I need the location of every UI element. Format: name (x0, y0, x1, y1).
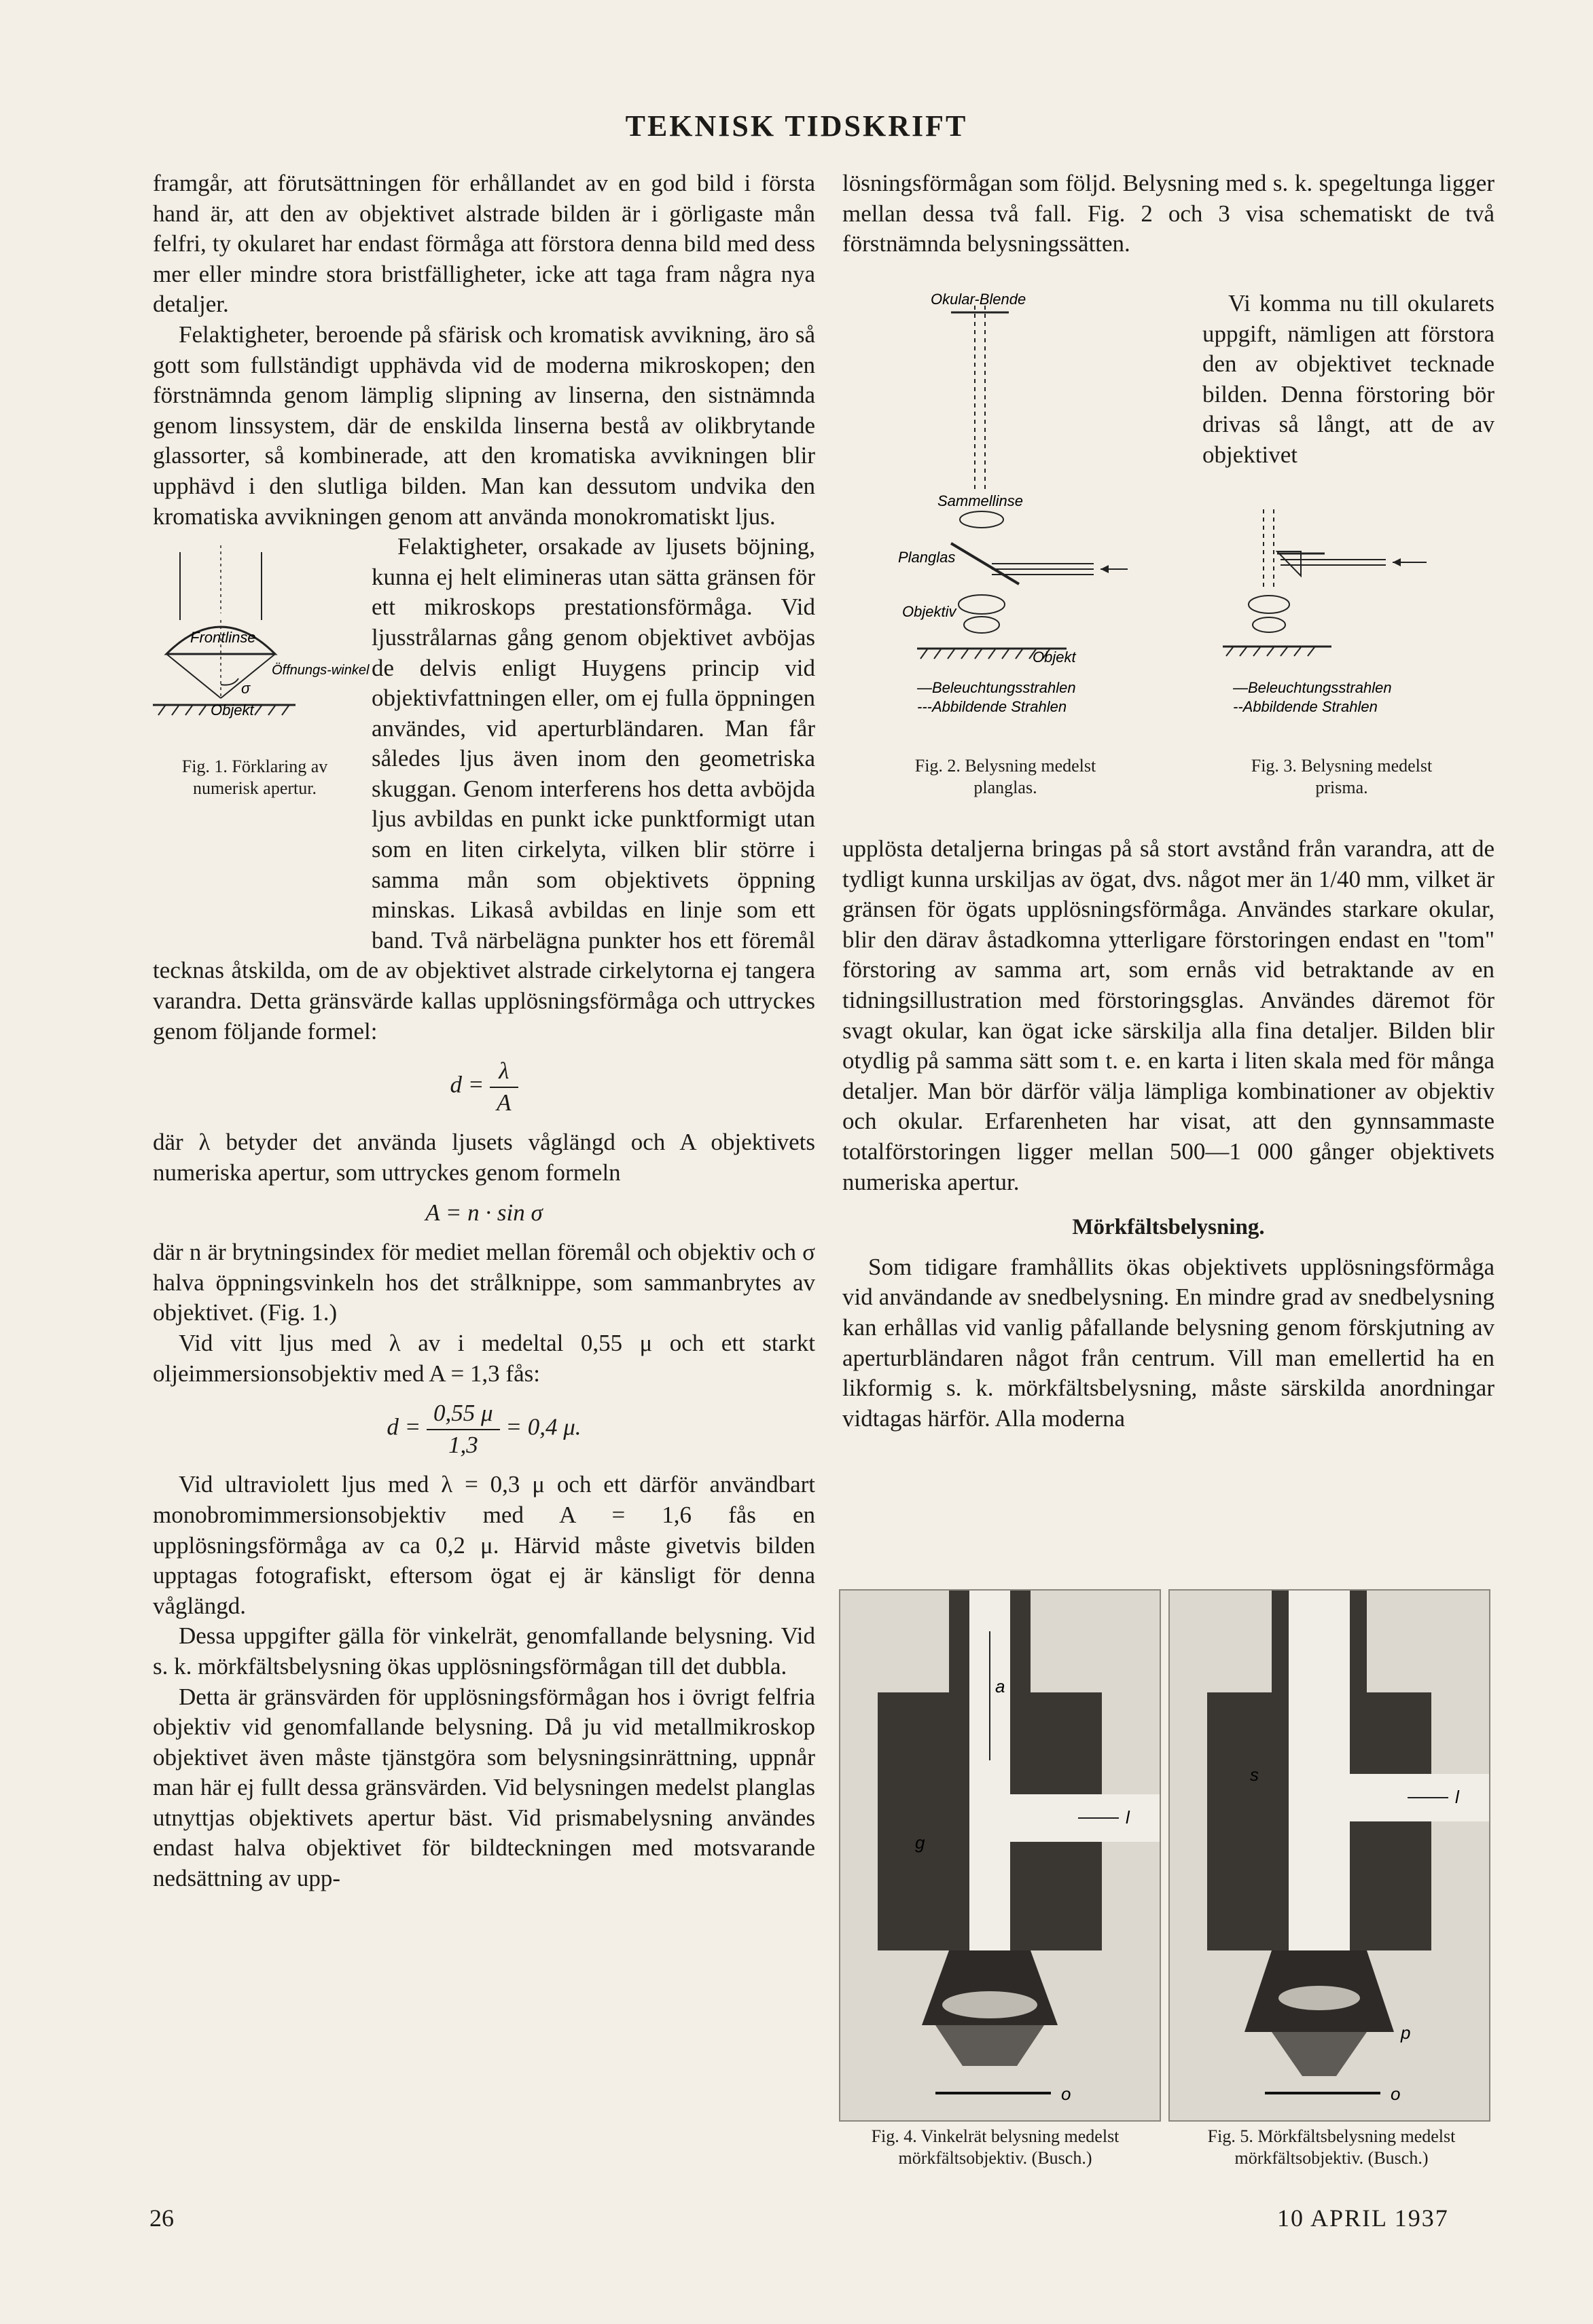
fig5-label-p: p (1401, 2022, 1411, 2043)
figure-5-photo (1168, 1589, 1490, 2122)
page-number: 26 (149, 2204, 174, 2232)
fig5-label-o: o (1391, 2084, 1401, 2104)
formula-numerator: 0,55 μ (427, 1398, 500, 1430)
paragraph: framgår, att förutsättningen för erhållandet av en god bild i första hand är, att den av objektivet alstrade bilden är i görligaste mån felfri, ty okularet har endast förmåga att förstora denna bild med dess mer eller mindre stora bristfälligheter, icke att taga fram några nya detaljer. (153, 170, 815, 318)
fig3-caption: Fig. 3. Belysning medelst prisma. (1251, 756, 1433, 797)
figure-4-photo (839, 1589, 1161, 2122)
fig4-label-a: a (995, 1676, 1005, 1696)
fig3-legend-image: --Abbildende Strahlen (1233, 698, 1378, 715)
section-heading: Mörkfältsbelysning. (1072, 1215, 1265, 1240)
fig5-caption: Fig. 5. Mörkfältsbelysning medelst mörkfältsobjektiv. (Busch.) (1207, 2126, 1456, 2168)
fig4-label-l: l (1126, 1807, 1130, 1828)
right-column-side (1202, 289, 1494, 471)
formula-fraction (427, 1398, 500, 1460)
paragraph: upplösta detaljerna bringas på så stort avstånd från varandra, att de tydligt kunna urskiljas av ögat, dvs. något mer än 1/40 mm, vilket är gränsen för ögats upplösningsförmåga. Användes starkare okular, blir den därav åstadkomna ytterligare förstoringen endast en "tom" förstoring av samma art, som ernås vid betraktande av en tidningsillustration med förstoringsglas. Användes däremot för svagt okular, kan ögat icke särskilja alla fina detaljer. Bilden blir otydlig på samma sätt som t. e. en karta i liten skala med för många detaljer. Man bör därför välja lämpliga kombinationer av objektiv och okular. Erfarenheten har visat, att den gynnsammaste totalförstoringen ligger mellan 500—1 000 gånger objektivets numeriska apertur. (842, 835, 1494, 1195)
fig4-label-o: o (1061, 2084, 1071, 2104)
formula-lhs: d = (450, 1071, 484, 1098)
fig1-caption: Fig. 1. Förklaring av numerisk apertur. (181, 757, 328, 799)
right-column-lower (842, 834, 1494, 1434)
fig3-legend-light: —Beleuchtungsstrahlen (1233, 679, 1392, 696)
figure-1 (153, 532, 370, 926)
left-column (153, 168, 815, 1894)
fig1-label-sigma: σ (241, 680, 251, 697)
figure-2-diagram (870, 285, 1155, 727)
fig2-legend-image: ---Abbildende Strahlen (917, 698, 1067, 715)
formula-rhs: = 0,4 μ. (505, 1413, 581, 1440)
fig4-caption: Fig. 4. Vinkelrät belysning medelst mörkfältsobjektiv. (Busch.) (871, 2126, 1120, 2168)
paragraph (153, 320, 815, 532)
formula-fraction (490, 1056, 518, 1118)
issue-date: 10 APRIL 1937 (1277, 2204, 1449, 2232)
fig2-label-collector: Sammellinse (937, 492, 1023, 509)
formula-numerator: λ (490, 1056, 518, 1088)
paragraph: Felaktigheter, orsakade av ljusets böjning, kunna ej helt elimineras utan sätta gränsen för ett mikroskops prestationsförmåga. Vid ljusstrålarnas gång genom objektivet avböjas de delvis enligt Huygens princip vid objektivfattningen eller, om ej fulla öppningen användes, vid aperturbländaren. Man får således ljus även inom den geometriska skuggan. Genom interferens hos detta avböjda ljus avbildas en punkt icke punktformigt utan som en liten cirkelyta, vilken blir större i samma mån som objektivets öppning minskas. Likaså avbildas en linje som ett band. Två närbelägna punkter hos ett föremål tecknas åtskilda, om de av objektivet alstrade cirkelytorna ej tangera varandra. Detta gränsvärde kallas upplösningsförmåga och uttryckes genom följande formel: (153, 533, 815, 1045)
formula-lhs: d = (387, 1413, 421, 1440)
right-column-top (842, 168, 1494, 259)
fig4-label-g: g (915, 1832, 925, 1853)
fig2-label-ocular: Okular-Blende (931, 291, 1026, 308)
paragraph: Vi komma nu till okularets uppgift, nämligen att förstora den av objektivet tecknade bilden. Denna förstoring bör drivas så långt, att de av objektivet (1202, 290, 1494, 468)
fig2-label-object: Objekt (1033, 649, 1076, 666)
figure-3-diagram (1223, 496, 1481, 727)
paragraph: där n är brytningsindex för mediet mellan föremål och objektiv och σ halva öppningsvinkeln hos det strålknippe, som sammanbrytes av objektivet. (Fig. 1.) (153, 1239, 815, 1326)
paragraph: Som tidigare framhållits ökas objektivets upplösningsförmåga vid användande av snedbelysning. En mindre grad av snedbelysning kan erhållas vid vanlig påfallande belysning genom förskjutning av aperturbländaren något från centrum. Vill man emellertid ha en likformig s. k. mörkfältsbelysning, måste särskilda anordningar vidtagas härför. Alla moderna (842, 1253, 1494, 1432)
fig4-illustration (840, 1591, 1160, 2120)
formula-aperture: A = n · sin σ (425, 1199, 543, 1226)
fig1-label-angle: Öffnungs-winkel (272, 663, 370, 678)
fig5-label-s: s (1250, 1764, 1259, 1785)
paragraph: Dessa uppgifter gälla för vinkelrät, genomfallande belysning. Vid s. k. mörkfältsbelysning ökas upplösningsförmågan till det dubbla. (153, 1622, 815, 1680)
formula-resolution (153, 1056, 815, 1118)
paragraph: Vid vitt ljus med λ av i medeltal 0,55 μ och ett starkt oljeimmersionsobjektiv med A = 1,3 fås: (153, 1329, 815, 1387)
fig5-label-l: l (1455, 1787, 1459, 1807)
paragraph: Detta är gränsvärden för upplösningsförmågan hos i övrigt felfria objektiv vid genomfallande belysning. Då ju vid metallmikroskop objektivet även måste tjänstgöra som belysningsinrättning, uppnår man här ej fullt dessa gränsvärden. Vid belysningen medelst planglas utnyttjas objektivets apertur bäst. Vid prismabelysning användes endast halva objektivet för bildteckningen med motsvarande nedsättning av upp- (153, 1683, 815, 1892)
paragraph: där λ betyder det använda ljusets våglängd och A objektivets numeriska apertur, som uttryckes genom formeln (153, 1129, 815, 1186)
fig2-label-objective: Objektiv (902, 603, 956, 620)
formula-example (153, 1398, 815, 1460)
formula-denominator: 1,3 (448, 1431, 478, 1458)
fig1-label-lens: Frontlinse (190, 629, 256, 647)
fig1-label-object: Objekt (211, 702, 254, 719)
fig2-caption: Fig. 2. Belysning medelst planglas. (914, 756, 1096, 797)
paragraph: Vid ultraviolett ljus med λ = 0,3 μ och ett därför användbart monobromimmersionsobjektiv med A = 1,6 fås en upplösningsförmåga av ca 0,2 μ. Härvid måste givetvis bilden upptagas fotografiskt, eftersom ögat ej är känsligt för denna våglängd. (153, 1471, 815, 1619)
fig5-illustration (1170, 1591, 1489, 2120)
fig2-legend-light: —Beleuchtungsstrahlen (917, 679, 1076, 696)
fig2-label-plate: Planglas (898, 549, 956, 566)
fig1-diagram (153, 532, 370, 742)
paragraph: lösningsförmågan som följd. Belysning med s. k. spegeltunga ligger mellan dessa två fall. Fig. 2 och 3 visa schematiskt de två förstnämnda belysningssätten. (842, 170, 1494, 257)
formula-denominator: A (497, 1089, 512, 1116)
paragraph-text: Felaktigheter, beroende på sfärisk och kromatisk avvikning, äro så gott som fullständigt upphävda vid de moderna mikroskopen; den förstnämnda genom lämplig slipning av linserna, den sistnämnda genom linssystem, där de enskilda linserna bestå av olikbrytande glassorter, så kombinerade, att den kromatiska avvikningen blir upphävd i den slutliga bilden. Man kan dessutom undvika den kromatiska avvikningen genom att använda monokromatiskt ljus. (153, 321, 815, 530)
journal-header: TEKNISK TIDSKRIFT (625, 109, 968, 143)
